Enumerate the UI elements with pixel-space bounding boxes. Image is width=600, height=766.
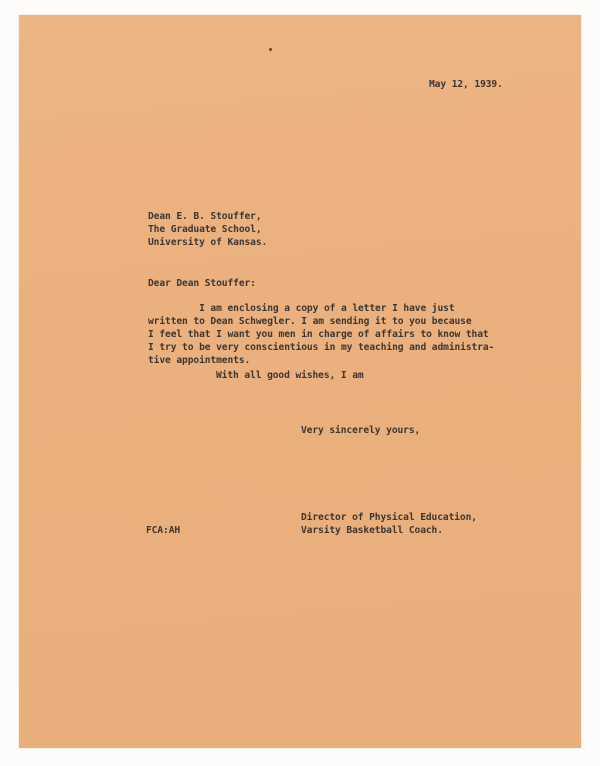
paper-mark: [269, 48, 272, 51]
closing-wishes: With all good wishes, I am: [216, 370, 364, 381]
complimentary-close: Very sincerely yours,: [301, 425, 421, 436]
signature-title-2: Varsity Basketball Coach.: [301, 525, 443, 536]
body-line-3: I feel that I want you men in charge of affairs to know that: [148, 329, 489, 340]
addressee-line-1: Dean E. B. Stouffer,: [148, 211, 262, 222]
letter-sheet: [19, 15, 581, 748]
body-line-5: tive appointments.: [148, 355, 251, 366]
salutation: Dear Dean Stouffer:: [148, 278, 256, 289]
addressee-line-3: University of Kansas.: [148, 237, 268, 248]
body-line-2: written to Dean Schwegler. I am sending it to you because: [148, 316, 472, 327]
signature-title-1: Director of Physical Education,: [301, 512, 477, 523]
body-line-1: I am enclosing a copy of a letter I have just: [148, 303, 455, 314]
letter-date: May 12, 1939.: [429, 79, 503, 90]
reference-initials: FCA:AH: [146, 525, 181, 536]
body-line-4: I try to be very conscientious in my teaching and administra-: [148, 342, 495, 353]
addressee-line-2: The Graduate School,: [148, 224, 262, 235]
